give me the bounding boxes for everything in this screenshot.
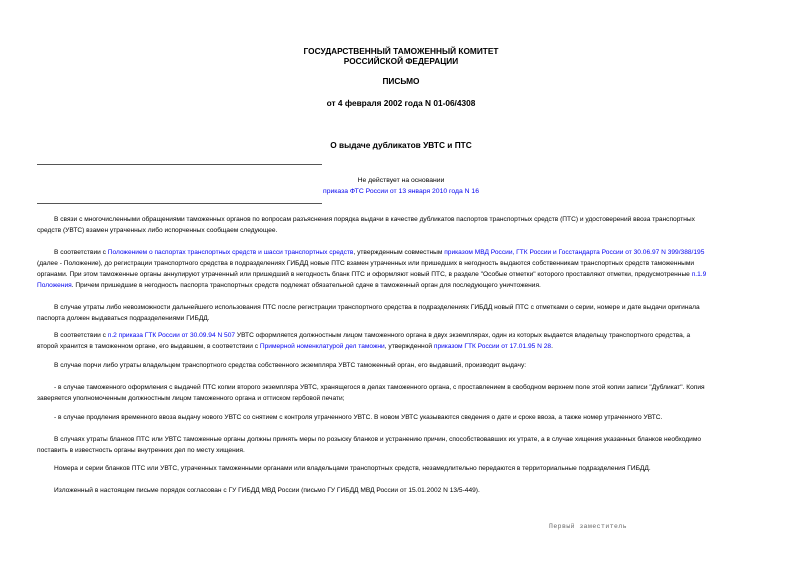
paragraph-3-line-1: В случае утраты либо невозможности дальнейшего использования ПТС после регистрации транспортного средства в подразделениях ГИБДД новый ПТС с отметками о серии, номере и дате выдачи оригинала xyxy=(54,304,700,311)
paragraph-7 xyxy=(37,412,779,423)
paragraph-2-text-1: В соответствии с xyxy=(54,249,108,256)
paragraph-9-line-1: Номера и серии бланков ПТС или УВТС, утраченных таможенными органами или владельцами транспортных средств, незамедлительно передаются в территориальные подразделения ГИБДД. xyxy=(54,465,651,472)
paragraph-10 xyxy=(37,485,779,496)
paragraph-4-line-1 xyxy=(37,330,779,341)
paragraph-2-text-2: , утвержденным совместным xyxy=(353,249,445,256)
paragraph-4-line-2 xyxy=(37,341,779,352)
paragraph-2-text-5: . Причем пришедшие в негодность паспорта транспортных средств подлежат обязательной сдаче в таможенный орган для последующего уничтожения. xyxy=(71,282,541,289)
paragraph-8 xyxy=(37,434,779,456)
joint-order-link[interactable]: приказом МВД России, ГТК России и Госстандарта России от 30.06.97 N 399/388/195 xyxy=(444,249,705,256)
paragraph-6-line-1: - в случае таможенного оформления с выдачей ПТС копии второго экземпляра УВТС, хранящегося в делах таможенного органа, с проставлением в свободном верхнем поле этой копии записи "Дубликат". Копия xyxy=(54,384,705,391)
paragraph-8-line-2: поставить в известность органы внутренних дел по месту хищения. xyxy=(37,447,245,454)
paragraph-4-text-4: , утвержденной xyxy=(384,343,434,350)
paragraph-8-line-1: В случаях утраты бланков ПТС или УВТС таможенные органы должны принять меры по розыску бланков и устранению причин, способствовавших их утрате, а в случае хищения указанных бланков необходимо xyxy=(54,436,702,443)
header-organization-line1: ГОСУДАРСТВЕННЫЙ ТАМОЖЕННЫЙ КОМИТЕТ xyxy=(303,46,499,56)
paragraph-2-line-2: (далее - Положение), до регистрации транспортного средства в подразделениях ГИБДД новые ПТС взамен утраченных или пришедших в негодность выдаются собственникам транспортных средств таможенными xyxy=(37,260,695,267)
document-date-number: от 4 февраля 2002 года N 01-06/4308 xyxy=(326,98,476,108)
signature-title: Первый заместитель xyxy=(549,523,628,530)
paragraph-4-text-2: УВТС оформляется должностным лицом таможенного органа в двух экземплярах, один из которых выдается владельцу транспортного средства, а xyxy=(235,332,691,339)
paragraph-1-line-2: средств (УВТС) взамен утраченных либо испорченных сообщаем следующее. xyxy=(37,227,278,234)
paragraph-2-text-4: органами. При этом таможенные органы аннулируют утраченный или пришедший в негодность бланк ПТС и оформляют новый ПТС, в разделе "Особые отметки" которого проставляют отметки, предусмотренные xyxy=(37,271,692,278)
paragraph-6-line-2: заверяется уполномоченным должностным лицом таможенного органа и оттиском гербовой печати; xyxy=(37,395,345,402)
gtk-order-507-link[interactable]: п.2 приказа ГТК России от 30.09.94 N 507 xyxy=(107,332,236,339)
regulation-short-link[interactable]: Положения xyxy=(37,282,72,289)
header-organization-line2: РОССИЙСКОЙ ФЕДЕРАЦИИ xyxy=(343,56,459,66)
document-subject: О выдаче дубликатов УВТС и ПТС xyxy=(330,140,472,150)
paragraph-1 xyxy=(37,214,779,236)
paragraph-5 xyxy=(37,360,779,371)
document-type: ПИСЬМО xyxy=(382,76,420,86)
paragraph-2-line-3 xyxy=(37,269,779,280)
paragraph-3-line-2: паспорта должен выдаваться подразделениями ГИБДД. xyxy=(37,315,210,322)
paragraph-2 xyxy=(37,247,779,291)
regulation-link[interactable]: Положением о паспортах транспортных средств и шасси транспортных средств xyxy=(107,249,354,256)
paragraph-2-line-4 xyxy=(37,280,779,291)
clause-1-9-link[interactable]: п.1.9 xyxy=(691,271,707,278)
paragraph-3 xyxy=(37,302,779,324)
divider-bottom xyxy=(37,203,322,204)
nomenclature-link[interactable]: Примерной номенклатурой дел таможни xyxy=(259,343,385,350)
gtk-order-28-link[interactable]: приказом ГТК России от 17.01.95 N 28 xyxy=(433,343,552,350)
paragraph-7-line-1: - в случае продления временного ввоза выдачу нового УВТС со снятием с контроля утраченного УВТС. В новом УВТС указываются сведения о дате и сроке ввоза, а также номер утраченного УВТС. xyxy=(54,414,663,421)
status-note: Не действует на основании xyxy=(357,177,445,184)
paragraph-4-text-1: В соответствии с xyxy=(54,332,108,339)
paragraph-2-line-1 xyxy=(37,247,779,258)
paragraph-1-line-1: В связи с многочисленными обращениями таможенных органов по вопросам разъяснения порядка выдачи в качестве дубликатов паспортов транспортных средств (ПТС) и удостоверений ввоза транспортных xyxy=(54,216,695,223)
status-order-link[interactable]: приказа ФТС России от 13 января 2010 года N 16 xyxy=(323,188,479,195)
paragraph-6 xyxy=(37,382,779,404)
paragraph-5-line-1: В случае порчи либо утраты владельцем транспортного средства собственного экземпляра УВТС таможенный орган, его выдавший, производит выдачу: xyxy=(54,362,527,369)
paragraph-10-line-1: Изложенный в настоящем письме порядок согласован с ГУ ГИБДД МВД России (письмо ГУ ГИБДД МВД России от 15.01.2002 N 13/5-449). xyxy=(54,487,480,494)
paragraph-4-text-5: . xyxy=(551,343,553,350)
paragraph-9 xyxy=(37,463,779,474)
paragraph-4 xyxy=(37,330,779,352)
divider-top xyxy=(37,164,322,165)
status-link-line xyxy=(160,187,642,197)
paragraph-4-text-3: второй хранится в таможенном органе, его выдавшем, в соответствии с xyxy=(37,343,260,350)
